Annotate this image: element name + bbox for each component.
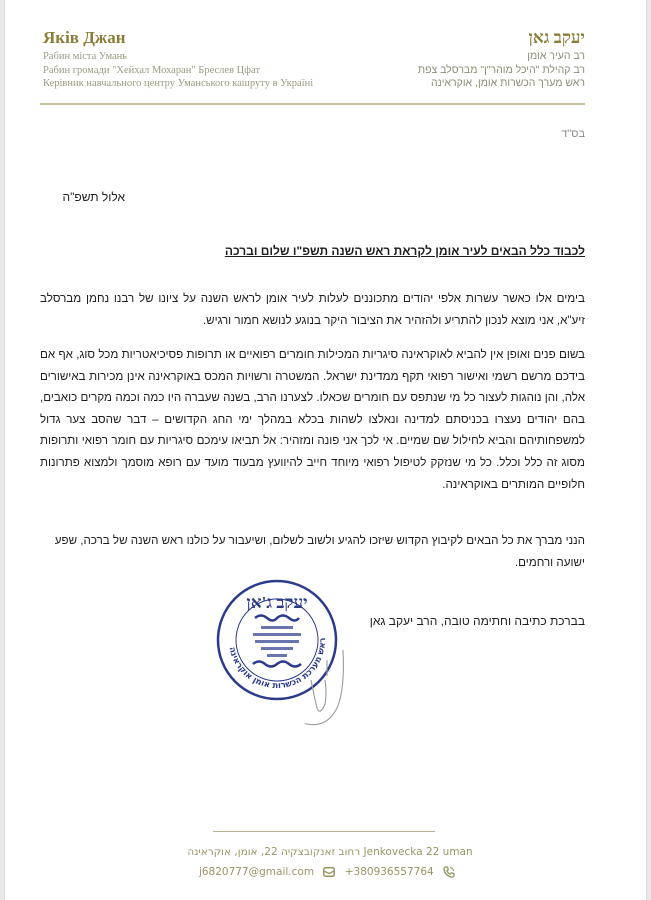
footer-divider (213, 831, 435, 832)
letterhead-hebrew (285, 28, 585, 91)
letterhead-name-ua: Яків Джан (43, 28, 126, 47)
letterhead-line: Рабин громади "Хейхал Мохаран" Бреслев Цфат (43, 64, 260, 76)
phone-icon (443, 866, 455, 878)
paragraph-warning: בשום פנים ואופן אין להביא לאוקראינה סיגריות המכילות חומרים רפואיים או תרופות פסיכיאטריות מכל סוג, אף אם בידכם מרשם רשמי ואישור רפואי תקף ממדינת ישראל. המשטרה ורשויות המכס באוקראינה אינן מכירות באישורים אלה, והן נוהגות לעצור כל מי שנתפס עם חומרים שכאלו. לצערנו הרב, בשנה שעברה היו כמה וכמה מקרים כואבים, בהם יהודים נעצרו בכניסתם למדינה ונאלצו לשהות בכלא במהלך ימי החג הקדושים – דבר שהסב צער גדול למשפחותיהם והביא לחילול שם שמיים. אי לכך אני פונה ומזהיר: אל תביאו עימכם סיגריות עם חומר רפואי ותרופות מסוג זה כלל וכלל. כל מי שנזקק לטיפול רפואי מיוחד חייב להיוועץ מבעוד מועד עם רופא מוסמך ולמצוא פתרונות חלופיים המותרים באוקראינה. (40, 348, 585, 491)
letter-title: לכבוד כלל הבאים לעיר אומן לקראת ראש השנה תשפ"ו שלום וברכה (224, 244, 585, 258)
stamp-name: יעקב ג'אן (246, 593, 308, 612)
letterhead-line: ראש מערך הכשרות אומן, אוקראינה (430, 77, 585, 89)
envelope-icon (323, 867, 335, 877)
paragraph-intro: בימים אלו כאשר עשרות אלפי יהודים מתכוננים לעלות לעיר אומן לראש השנה על ציונו של רבנו נחמן מברסלב זיע"א, אני מוצא לנכון להתריע ולהזהיר את הציבור היקר בנוגע לנושא חמור ורגיש. (40, 292, 585, 327)
letter-page (4, 0, 647, 900)
letterhead-name-he: יעקב גאן (528, 28, 585, 47)
address-text: רחוב זאנקובצקיה 22, אומן, אוקראינה Jenkovecka 22 uman (187, 846, 473, 858)
paragraph-blessing: הנני מברך את כל הבאים לקיבוץ הקדוש שיזכו להגיע ולשוב לשלום, ושיעבור על כולנו ראש השנה של ברכה, שפע ישועה ורחמים. (54, 534, 585, 569)
handwritten-signature (305, 620, 445, 730)
signature-line: בברכת כתיבה וחתימה טובה, הרב יעקב גאן (369, 614, 585, 628)
letterhead-line: רב קהילת "היכל מוהר"ן" מברסלב צפת (417, 63, 585, 76)
footer-contacts (155, 866, 505, 878)
letterhead-line: רב העיר אומן (527, 50, 585, 62)
stamp-ring-text: ראש מערכת הכשרות אומן אוקראינה (226, 637, 329, 692)
header-divider (40, 103, 585, 105)
bsd-mark: בס"ד (561, 128, 585, 140)
letterhead-line: Керівник навчального центру Уманського кашруту в Україні (43, 78, 314, 89)
email-link[interactable]: j6820777@gmail.com (198, 866, 315, 878)
phone-link[interactable]: +380936557764 (344, 866, 434, 878)
letter-date: אלול תשפ"ה (62, 190, 125, 204)
footer-address (155, 846, 505, 858)
letterhead-line: Рабин міста Умань (43, 51, 128, 62)
